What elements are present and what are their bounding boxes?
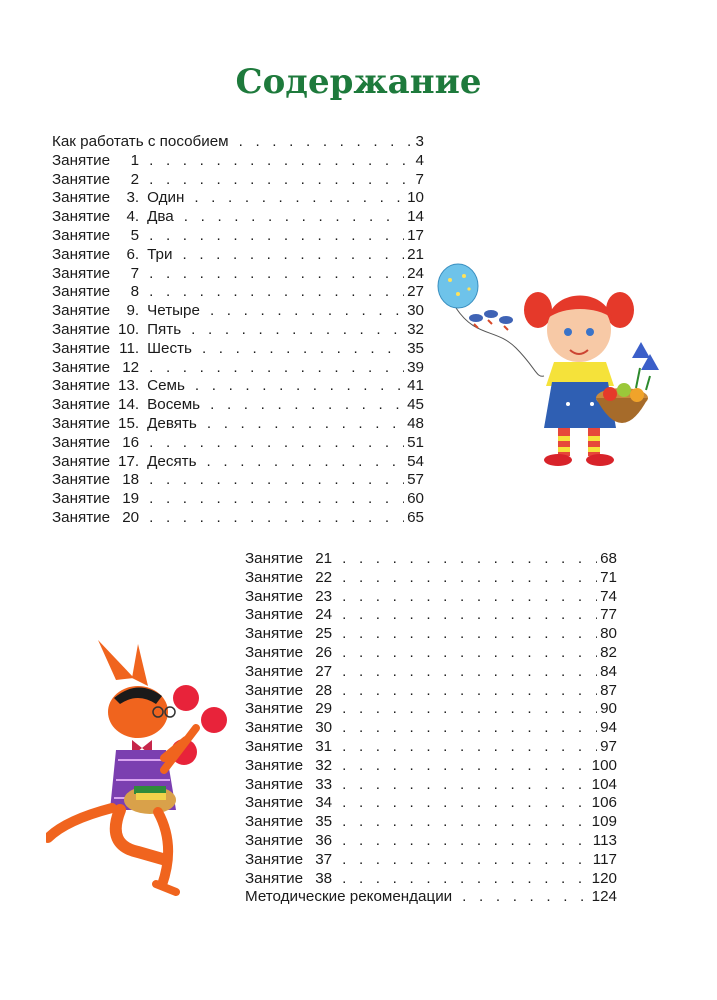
toc-entry-number: 2 bbox=[130, 170, 140, 188]
toc-entry-label: Занятие bbox=[52, 264, 111, 282]
toc-entry-label: Занятие bbox=[245, 643, 304, 661]
toc-entry-name: Шесть bbox=[147, 339, 192, 357]
toc-entry-label: Занятие bbox=[245, 625, 304, 643]
toc-entry-label: Занятие bbox=[245, 850, 304, 868]
toc-entry-label: Занятие bbox=[52, 283, 111, 301]
toc-entry-number: 13. bbox=[118, 377, 140, 395]
toc-entry-name: Два bbox=[147, 208, 174, 226]
toc-entry-number: 35 bbox=[315, 813, 333, 831]
toc-entry-label: Занятие bbox=[52, 471, 111, 489]
toc-entry-label: Занятие bbox=[52, 189, 111, 207]
toc-entry-page: 21 bbox=[407, 245, 424, 263]
dot-leader bbox=[342, 870, 589, 889]
toc-entry bbox=[245, 700, 617, 719]
toc-entry-page: 57 bbox=[407, 471, 424, 489]
toc-entry-number: 1 bbox=[130, 151, 140, 169]
toc-entry-label: Занятие bbox=[245, 794, 304, 812]
dot-leader bbox=[342, 851, 590, 870]
toc-entry-number: 38 bbox=[315, 869, 333, 887]
toc-entry bbox=[245, 682, 617, 701]
toc-entry-label: Занятие bbox=[245, 662, 304, 680]
toc-entry-label: Занятие bbox=[52, 433, 111, 451]
toc-entry-label: Занятие bbox=[245, 681, 304, 699]
toc-entry-page: 14 bbox=[407, 208, 424, 226]
toc-entry-page: 30 bbox=[407, 302, 424, 320]
dot-leader bbox=[149, 283, 404, 302]
girl-with-balloon-illustration bbox=[436, 258, 666, 473]
toc-entry-label: Занятие bbox=[52, 414, 111, 432]
kangaroo-juggler-illustration bbox=[46, 640, 236, 900]
toc-entry-number: 8 bbox=[130, 283, 140, 301]
toc-entry bbox=[52, 208, 424, 227]
toc-entry-label: Занятие bbox=[52, 170, 111, 188]
dot-leader bbox=[342, 738, 597, 757]
toc-entry-label: Занятие bbox=[52, 151, 111, 169]
toc-entry bbox=[52, 396, 424, 415]
toc-entry bbox=[52, 415, 424, 434]
toc-entry bbox=[245, 813, 617, 832]
toc-entry-number: 17. bbox=[118, 452, 140, 470]
toc-entry-label: Занятие bbox=[52, 302, 111, 320]
toc-entry-page: 97 bbox=[600, 737, 617, 755]
dot-leader bbox=[202, 340, 404, 359]
toc-entry-number: 5 bbox=[130, 226, 140, 244]
toc-entry bbox=[245, 663, 617, 682]
toc-entry-number: 4. bbox=[126, 208, 140, 226]
toc-entry bbox=[52, 453, 424, 472]
toc-entry bbox=[245, 588, 617, 607]
toc-entry-page: 45 bbox=[407, 396, 424, 414]
toc-entry-number: 12 bbox=[122, 358, 140, 376]
toc-entry-name: Десять bbox=[147, 452, 197, 470]
toc-entry-page: 24 bbox=[407, 264, 424, 282]
toc-entry-label: Как работать с пособием bbox=[52, 133, 229, 150]
toc-entry-label: Занятие bbox=[52, 490, 111, 508]
toc-entry-label: Занятие bbox=[245, 700, 304, 718]
dot-leader bbox=[149, 152, 412, 171]
toc-entry-label: Занятие bbox=[245, 869, 304, 887]
toc-entry-page: 54 bbox=[407, 452, 424, 470]
dot-leader bbox=[194, 189, 404, 208]
toc-entry-page: 109 bbox=[591, 813, 617, 831]
dot-leader bbox=[342, 644, 597, 663]
toc-entry bbox=[52, 490, 424, 509]
toc-entry bbox=[245, 738, 617, 757]
dot-leader bbox=[342, 682, 597, 701]
toc-entry bbox=[52, 434, 424, 453]
toc-entry-number: 19 bbox=[122, 490, 140, 508]
toc-entry-label: Занятие bbox=[52, 377, 111, 395]
toc-entry bbox=[52, 509, 424, 528]
toc-entry-page: 60 bbox=[407, 490, 424, 508]
dot-leader bbox=[462, 888, 588, 907]
toc-entry-label: Занятие bbox=[52, 320, 111, 338]
toc-entry-page: 82 bbox=[600, 643, 617, 661]
dot-leader bbox=[149, 509, 404, 528]
toc-entry bbox=[245, 625, 617, 644]
toc-entry-number: 32 bbox=[315, 756, 333, 774]
toc-entry-label: Занятие bbox=[245, 606, 304, 624]
toc-entry-page: 106 bbox=[591, 794, 617, 812]
toc-entry-page: 84 bbox=[600, 662, 617, 680]
toc-entry-page: 27 bbox=[407, 283, 424, 301]
toc-entry-number: 18 bbox=[122, 471, 140, 489]
toc-entry bbox=[52, 171, 424, 190]
toc-entry-page: 68 bbox=[600, 550, 617, 567]
toc-entry bbox=[52, 227, 424, 246]
dot-leader bbox=[342, 832, 590, 851]
dot-leader bbox=[342, 757, 589, 776]
toc-entry-page: 113 bbox=[592, 831, 617, 849]
toc-entry bbox=[52, 340, 424, 359]
toc-entry-number: 14. bbox=[118, 396, 140, 414]
toc-entry-name: Девять bbox=[147, 414, 197, 432]
toc-entry-page: 90 bbox=[600, 700, 617, 718]
toc-entry-name: Один bbox=[147, 189, 185, 207]
dot-leader bbox=[149, 265, 404, 284]
toc-entry-name: Восемь bbox=[147, 396, 201, 414]
toc-entry bbox=[245, 757, 617, 776]
toc-entry-page: 77 bbox=[600, 606, 617, 624]
dot-leader bbox=[342, 700, 597, 719]
toc-entry-number: 29 bbox=[315, 700, 333, 718]
toc-entry-page: 32 bbox=[407, 320, 424, 338]
toc-entry-label: Занятие bbox=[52, 226, 111, 244]
toc-entry-page: 94 bbox=[600, 719, 617, 737]
dot-leader bbox=[207, 415, 404, 434]
toc-entry-number: 24 bbox=[315, 606, 333, 624]
toc-entry bbox=[245, 794, 617, 813]
dot-leader bbox=[149, 171, 412, 190]
toc-entry bbox=[245, 888, 617, 907]
toc-entry-page: 51 bbox=[407, 433, 424, 451]
toc-entry-number: 7 bbox=[130, 264, 140, 282]
toc-entry-number: 10. bbox=[118, 320, 140, 338]
toc-entry-label: Занятие bbox=[245, 813, 304, 831]
dot-leader bbox=[149, 434, 404, 453]
toc-entry-page: 7 bbox=[415, 170, 424, 188]
toc-entry-page: 104 bbox=[591, 775, 617, 793]
toc-entry-page: 74 bbox=[600, 587, 617, 605]
toc-entry-label: Занятие bbox=[52, 245, 111, 263]
dot-leader bbox=[342, 550, 597, 569]
toc-entry bbox=[245, 550, 617, 569]
toc-entry-label: Занятие bbox=[245, 587, 304, 605]
toc-entry-number: 28 bbox=[315, 681, 333, 699]
toc-entry-number: 33 bbox=[315, 775, 333, 793]
dot-leader bbox=[342, 569, 597, 588]
dot-leader bbox=[342, 625, 597, 644]
dot-leader bbox=[210, 396, 404, 415]
toc-entry bbox=[245, 851, 617, 870]
dot-leader bbox=[342, 606, 597, 625]
toc-entry-number: 21 bbox=[315, 550, 333, 567]
toc-entry-page: 71 bbox=[600, 568, 617, 586]
toc-entry-page: 35 bbox=[407, 339, 424, 357]
toc-entry-page: 3 bbox=[415, 133, 424, 150]
toc-entry-number: 15. bbox=[118, 414, 140, 432]
dot-leader bbox=[149, 359, 404, 378]
toc-entry-number: 34 bbox=[315, 794, 333, 812]
toc-entry-page: 80 bbox=[600, 625, 617, 643]
toc-entry-name: Семь bbox=[147, 377, 185, 395]
toc-entry bbox=[245, 776, 617, 795]
dot-leader bbox=[191, 321, 404, 340]
toc-entry bbox=[245, 832, 617, 851]
dot-leader bbox=[342, 794, 589, 813]
toc-entry bbox=[52, 359, 424, 378]
toc-entry-page: 4 bbox=[415, 151, 424, 169]
toc-entry-number: 26 bbox=[315, 643, 333, 661]
dot-leader bbox=[342, 813, 589, 832]
dot-leader bbox=[342, 776, 589, 795]
toc-entry-page: 39 bbox=[407, 358, 424, 376]
toc-entry-page: 41 bbox=[407, 377, 424, 395]
toc-entry-label: Методические рекомендации bbox=[245, 888, 453, 906]
toc-left-column bbox=[52, 133, 424, 528]
toc-entry-page: 87 bbox=[600, 681, 617, 699]
toc-entry-label: Занятие bbox=[52, 358, 111, 376]
dot-leader bbox=[342, 588, 597, 607]
toc-entry-page: 65 bbox=[407, 508, 424, 526]
toc-entry bbox=[245, 644, 617, 663]
toc-entry bbox=[52, 283, 424, 302]
dot-leader bbox=[210, 302, 404, 321]
toc-right-column bbox=[245, 550, 617, 907]
toc-entry-label: Занятие bbox=[245, 737, 304, 755]
toc-entry-name: Три bbox=[147, 245, 173, 263]
toc-entry-number: 31 bbox=[315, 737, 333, 755]
toc-entry-label: Занятие bbox=[52, 452, 111, 470]
toc-entry bbox=[52, 265, 424, 284]
dot-leader bbox=[342, 719, 597, 738]
toc-entry-name: Пять bbox=[147, 320, 182, 338]
toc-entry bbox=[245, 870, 617, 889]
toc-entry-number: 27 bbox=[315, 662, 333, 680]
toc-entry-number: 9. bbox=[126, 302, 140, 320]
toc-entry-label: Занятие bbox=[245, 550, 304, 567]
dot-leader bbox=[149, 227, 404, 246]
toc-entry-number: 30 bbox=[315, 719, 333, 737]
toc-entry-label: Занятие bbox=[52, 396, 111, 414]
toc-entry-page: 10 bbox=[407, 189, 424, 207]
toc-entry-label: Занятие bbox=[245, 756, 304, 774]
toc-entry-page: 100 bbox=[591, 756, 617, 774]
dot-leader bbox=[182, 246, 404, 265]
dot-leader bbox=[195, 377, 404, 396]
toc-entry-page: 48 bbox=[407, 414, 424, 432]
toc-entry bbox=[52, 152, 424, 171]
toc-entry bbox=[52, 321, 424, 340]
toc-entry bbox=[245, 569, 617, 588]
dot-leader bbox=[149, 471, 404, 490]
toc-entry-number: 25 bbox=[315, 625, 333, 643]
toc-entry bbox=[52, 133, 424, 152]
dot-leader bbox=[149, 490, 404, 509]
dot-leader bbox=[207, 453, 405, 472]
toc-entry-number: 11. bbox=[119, 339, 140, 357]
toc-entry bbox=[52, 471, 424, 490]
toc-entry bbox=[52, 189, 424, 208]
toc-entry-number: 23 bbox=[315, 587, 333, 605]
toc-entry bbox=[52, 246, 424, 265]
toc-entry-label: Занятие bbox=[52, 339, 111, 357]
dot-leader bbox=[342, 663, 597, 682]
toc-entry-number: 20 bbox=[122, 508, 140, 526]
dot-leader bbox=[184, 208, 404, 227]
toc-entry bbox=[52, 377, 424, 396]
dot-leader bbox=[239, 133, 413, 152]
toc-entry-label: Занятие bbox=[52, 208, 111, 226]
toc-entry bbox=[245, 719, 617, 738]
toc-entry-label: Занятие bbox=[245, 568, 304, 586]
toc-entry-number: 36 bbox=[315, 831, 333, 849]
toc-entry-number: 37 bbox=[315, 850, 333, 868]
toc-entry-page: 17 bbox=[407, 226, 424, 244]
toc-entry-label: Занятие bbox=[52, 508, 111, 526]
toc-entry bbox=[52, 302, 424, 321]
page-title: Содержание bbox=[235, 62, 482, 102]
toc-entry-number: 3. bbox=[126, 189, 140, 207]
toc-entry-name: Четыре bbox=[147, 302, 200, 320]
toc-entry-number: 6. bbox=[126, 245, 140, 263]
toc-entry-label: Занятие bbox=[245, 831, 304, 849]
toc-entry-page: 117 bbox=[592, 850, 617, 868]
toc-entry-label: Занятие bbox=[245, 719, 304, 737]
toc-entry bbox=[245, 606, 617, 625]
toc-entry-label: Занятие bbox=[245, 775, 304, 793]
toc-entry-page: 120 bbox=[591, 869, 617, 887]
toc-entry-page: 124 bbox=[591, 888, 617, 906]
toc-entry-number: 16 bbox=[122, 433, 140, 451]
toc-entry-number: 22 bbox=[315, 568, 333, 586]
